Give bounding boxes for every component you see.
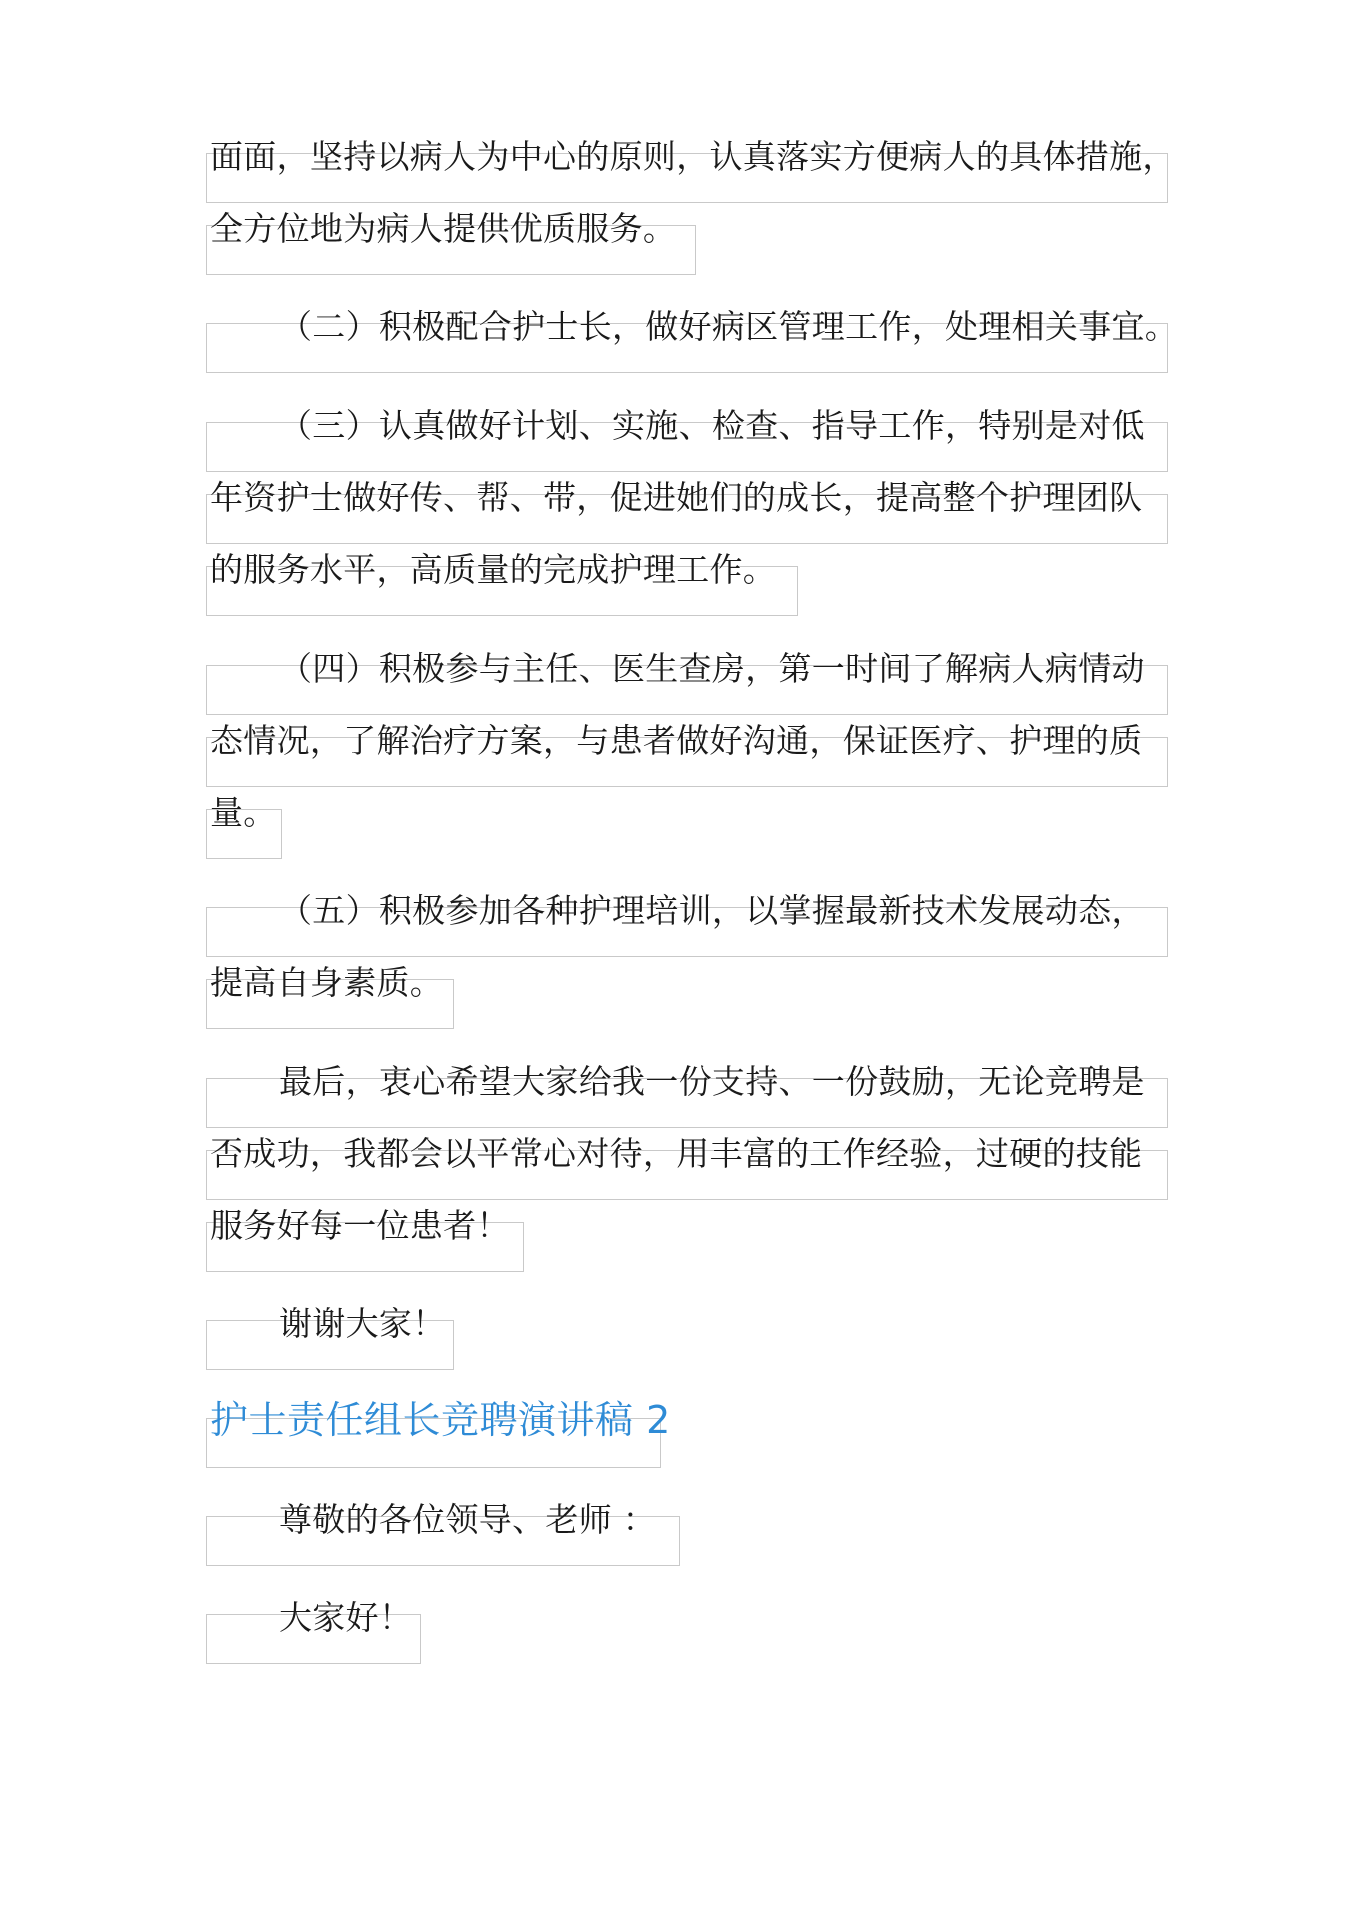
- text-line: [206, 1598, 421, 1664]
- text-line: [206, 891, 1168, 957]
- text-line-content: 最后，衷心希望大家给我一份支持、一份鼓励，无论竞聘是: [279, 1062, 1145, 1101]
- text-line: [206, 137, 1176, 203]
- text-line: [206, 721, 1168, 787]
- text-line: [206, 793, 282, 859]
- text-line: [206, 1062, 1168, 1128]
- text-line: [206, 406, 1168, 472]
- text-line-content: 尊敬的各位领导、老师 ：: [279, 1500, 657, 1539]
- text-line: [206, 1500, 680, 1566]
- text-line-content: 提高自身素质。: [210, 963, 444, 1002]
- text-line: [206, 1134, 1168, 1200]
- text-line-content: 否成功，我都会以平常心对待，用丰富的工作经验，过硬的技能: [210, 1134, 1143, 1173]
- text-line: [206, 1206, 524, 1272]
- section-heading: [206, 1398, 671, 1468]
- text-line: [206, 1304, 454, 1370]
- text-line-content: （二）积极配合护士长，做好病区管理工作，处理相关事宜。: [279, 307, 1179, 346]
- text-line-content: 全方位地为病人提供优质服务。: [210, 209, 677, 248]
- text-line-content: （四）积极参与主任、医生查房，第一时间了解病人病情动: [279, 649, 1145, 688]
- text-line: [206, 649, 1168, 715]
- text-line-content: 年资护士做好传、帮、带，促进她们的成长，提高整个护理团队: [210, 478, 1143, 517]
- section-heading-text: 护士责任组长竞聘演讲稿 2: [210, 1398, 671, 1442]
- text-line: [206, 209, 696, 275]
- text-line-content: （三）认真做好计划、实施、检查、指导工作，特别是对低: [279, 406, 1145, 445]
- text-line: [206, 550, 798, 616]
- text-line-content: 的服务水平，高质量的完成护理工作。: [210, 550, 777, 589]
- text-line-content: 服务好每一位患者！: [210, 1206, 510, 1245]
- text-line-content: 量。: [210, 793, 277, 832]
- text-line: [206, 963, 454, 1029]
- text-line: [206, 307, 1179, 373]
- text-line-content: 大家好！: [279, 1598, 413, 1637]
- text-line-content: 谢谢大家！: [279, 1304, 446, 1343]
- text-line-content: 面面，坚持以病人为中心的原则，认真落实方便病人的具体措施，: [210, 137, 1176, 176]
- text-line-content: 态情况，了解治疗方案，与患者做好沟通，保证医疗、护理的质: [210, 721, 1143, 760]
- text-line-content: （五）积极参加各种护理培训，以掌握最新技术发展动态，: [279, 891, 1145, 930]
- text-line: [206, 478, 1168, 544]
